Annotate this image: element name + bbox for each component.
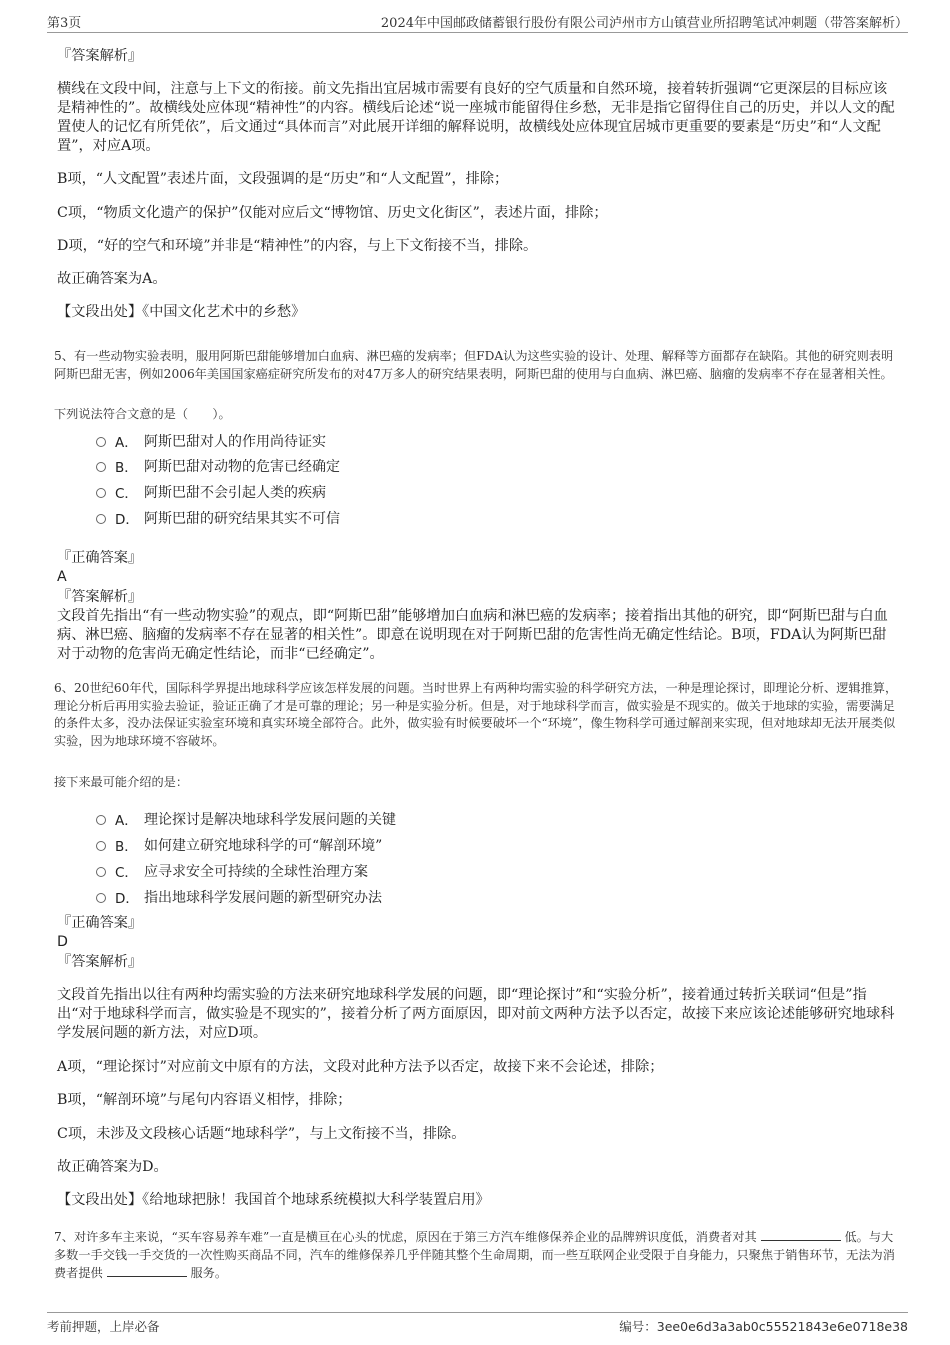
q6-answer-label: 『正确答案』 xyxy=(57,915,143,931)
q6-option-a[interactable]: A． 理论探讨是解决地球科学发展问题的关键 xyxy=(96,809,796,829)
q4-conclusion: 故正确答案为A。 xyxy=(57,271,167,287)
q6-conclusion: 故正确答案为D。 xyxy=(57,1159,168,1175)
q5-answer-label: 『正确答案』 xyxy=(57,550,143,566)
document-title: 2024年中国邮政储蓄银行股份有限公司泸州市方山镇营业所招聘笔试冲刺题（带答案解析） xyxy=(380,16,908,31)
q6-source: 【文段出处】《给地球把脉！我国首个地球系统模拟大科学装置启用》 xyxy=(57,1192,490,1208)
q4-analysis-label: 『答案解析』 xyxy=(57,48,143,64)
q4-option-b-analysis: B项，“人文配置”表述片面，文段强调的是“历史”和“人文配置”，排除； xyxy=(57,171,509,187)
q4-analysis: 横线在文段中间，注意与上下文的衔接。前文先指出宜居城市需要有良好的空气质量和自然环境，接着转折强调“它更深层的目标应该是精神性的”。故横线处应体现“精神性”的内容。横线后论述“说一座城市能留得住乡愁，无非是指它留得住自己的历史，并以人文的配置使人的记忆有所凭依”，后文通过“具体而言”对此展开详细的解释说明，故横线处应体现宜居城市更重要的要素是“历史”和“人文配置”，对应A项。 xyxy=(57,81,895,154)
document-code xyxy=(619,1317,908,1335)
radio-icon[interactable] xyxy=(96,514,106,524)
fill-blank-1[interactable] xyxy=(761,1228,841,1241)
q7-stem xyxy=(54,1228,900,1283)
q4-source: 【文段出处】《中国文化艺术中的乡愁》 xyxy=(57,304,306,320)
page-footer xyxy=(47,1312,908,1337)
radio-icon[interactable] xyxy=(96,488,106,498)
q6-option-b-analysis: B项，“解剖环境”与尾句内容语义相悖，排除； xyxy=(57,1092,352,1108)
radio-icon[interactable] xyxy=(96,462,106,472)
q7-stem-part1: 7、对许多车主来说，“买车容易养车难”一直是横亘在心头的忧虑，原因在于第三方汽车维修保养企业的品牌辨识度低，消费者对其 xyxy=(54,1230,757,1244)
q5-option-a[interactable]: A． 阿斯巴甜对人的作用尚待证实 xyxy=(96,431,796,451)
q5-stem: 5、有一些动物实验表明，服用阿斯巴甜能够增加白血病、淋巴癌的发病率；但FDA认为这些实验的设计、处理、解释等方面都存在缺陷。其他的研究则表明阿斯巴甜无害，例如2006年美国国家癌症研究所发布的对47万多人的研究结果表明，阿斯巴甜的使用与白血病、淋巴癌、脑瘤的发病率不存在显著相关性。 xyxy=(54,349,894,381)
q6-option-c[interactable]: C． 应寻求安全可持续的全球性治理方案 xyxy=(96,861,796,881)
q4-option-c-analysis: C项，“物质文化遗产的保护”仅能对应后文“博物馆、历史文化街区”，表述片面，排除； xyxy=(57,205,608,221)
radio-icon[interactable] xyxy=(96,893,106,903)
q6-analysis-label: 『答案解析』 xyxy=(57,954,143,970)
q4-option-d-analysis: D项，“好的空气和环境”并非是“精神性”的内容，与上下文衔接不当，排除。 xyxy=(57,238,538,254)
q7-stem-part2: 低。与大多数一手交钱一手交货的一次性购买商品不同，汽车的维修保养几乎伴随其整个生命周期，而一些互联网企业受限于自身能力，只聚焦于销售环节，无法为消费者提供 xyxy=(54,1230,895,1280)
q5-answer: A xyxy=(57,569,67,585)
page-header xyxy=(47,10,908,33)
page-number: 第3页 xyxy=(47,16,82,31)
q5-option-d[interactable]: D． 阿斯巴甜的研究结果其实不可信 xyxy=(96,508,796,528)
q6-option-d[interactable]: D． 指出地球科学发展问题的新型研究办法 xyxy=(96,887,796,907)
q5-analysis-label: 『答案解析』 xyxy=(57,589,143,605)
code-value: 3ee0e6d3a3ab0c55521843e6e0718e38 xyxy=(656,1319,908,1334)
radio-icon[interactable] xyxy=(96,815,106,825)
q7-stem-part3: 服务。 xyxy=(190,1266,228,1280)
q6-stem: 6、20世纪60年代，国际科学界提出地球科学应该怎样发展的问题。当时世界上有两种均需实验的科学研究方法，一种是理论探讨，即理论分析、逻辑推算，理论分析后再用实验去验证，验证正确了才是可靠的理论；另一种是实验分析。但是，对于地球科学而言，做实验是不现实的。做关于地球的实验，需要满足的条件太多，没办法保证实验室环境和真实环境全部符合。此外，做实验有时候要破坏一个“环境”，像生物科学可通过解剖来实现，但对地球却无法开展类似实验，因为地球环境不容破坏。 xyxy=(54,681,898,748)
q5-option-b[interactable]: B． 阿斯巴甜对动物的危害已经确定 xyxy=(96,456,796,476)
radio-icon[interactable] xyxy=(96,841,106,851)
radio-icon[interactable] xyxy=(96,437,106,447)
q5-prompt: 下列说法符合文意的是（ ）。 xyxy=(54,407,231,421)
q6-prompt: 接下来最可能介绍的是： xyxy=(54,775,189,789)
q6-option-c-analysis: C项，未涉及文段核心话题“地球科学”，与上文衔接不当，排除。 xyxy=(57,1126,466,1142)
q6-option-b[interactable]: B． 如何建立研究地球科学的可“解剖环境” xyxy=(96,835,796,855)
q6-analysis: 文段首先指出以往有两种均需实验的方法来研究地球科学发展的问题，即“理论探讨”和“实验分析”，接着通过转折关联词“但是”指出“对于地球科学而言，做实验是不现实的”，接着分析了两方面原因，即对前文两种方法予以否定，故接下来应该论述能够研究地球科学发展问题的新方法，对应D项。 xyxy=(57,987,895,1041)
footer-slogan: 考前押题，上岸必备 xyxy=(47,1319,160,1334)
radio-icon[interactable] xyxy=(96,867,106,877)
q5-option-c[interactable]: C． 阿斯巴甜不会引起人类的疾病 xyxy=(96,482,796,502)
fill-blank-2[interactable] xyxy=(107,1264,187,1277)
q5-analysis: 文段首先指出“有一些动物实验”的观点，即“阿斯巴甜”能够增加白血病和淋巴癌的发病率；接着指出其他的研究，即“阿斯巴甜与白血病、淋巴癌、脑瘤的发病率不存在显著的相关性”。即意在说明现在对于阿斯巴甜的危害性尚无确定性结论。B项，FDA认为阿斯巴甜对于动物的危害尚无确定性结论，而非“已经确定”。 xyxy=(57,608,888,662)
q6-option-a-analysis: A项，“理论探讨”对应前文中原有的方法，文段对此种方法予以否定，故接下来不会论述，排除； xyxy=(57,1059,664,1075)
code-label: 编号： xyxy=(619,1319,657,1334)
q6-answer: D xyxy=(57,934,68,950)
